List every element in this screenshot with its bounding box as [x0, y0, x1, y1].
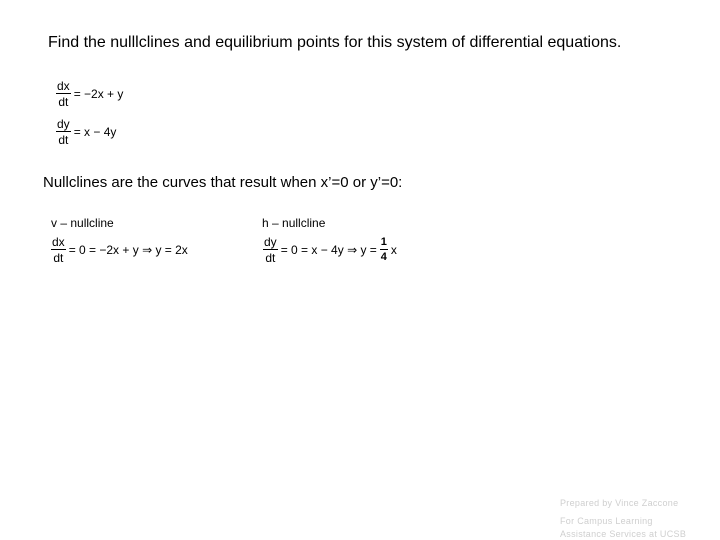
v-nullcline-equation — [51, 236, 188, 264]
footer-organization-cont: Assistance Services at UCSB — [560, 529, 687, 539]
fraction-denominator: dt — [58, 133, 69, 147]
footer-organization: For Campus Learning — [560, 516, 653, 526]
h-nullcline-label: h – nullcline — [262, 216, 326, 230]
fraction-numerator: dy — [57, 117, 70, 131]
h-nullcline-equation — [263, 236, 397, 264]
fraction-denominator: dt — [265, 251, 276, 265]
fraction-denominator: 4 — [380, 251, 387, 263]
equation-rhs: = x − 4y — [73, 125, 117, 139]
section-subtitle: Nullclines are the curves that result when x’=0 or y’=0: — [43, 174, 403, 191]
fraction-numerator: dy — [264, 235, 277, 249]
fraction-denominator: dt — [58, 95, 69, 109]
fraction-numerator: dx — [52, 235, 65, 249]
fraction-numerator: 1 — [380, 236, 387, 248]
fraction-dy-dt — [263, 236, 278, 264]
footer-prepared-by: Prepared by Vince Zaccone — [560, 498, 679, 508]
page-title: Find the nulllclines and equilibrium points for this system of differential equations. — [48, 34, 622, 51]
equation-dy-dt — [56, 118, 116, 146]
fraction-numerator: dx — [57, 79, 70, 93]
v-nullcline-label: v – nullcline — [51, 216, 114, 230]
equation-rhs: = 0 = −2x + y ⇒ y = 2x — [68, 243, 188, 257]
fraction-dy-dt — [56, 118, 71, 146]
equation-rhs: = −2x + y — [73, 87, 124, 101]
equation-dx-dt — [56, 80, 123, 108]
fraction-dx-dt — [51, 236, 66, 264]
equation-variable: x — [390, 243, 397, 257]
equation-rhs: = 0 = x − 4y ⇒ y = — [280, 243, 377, 257]
fraction-denominator: dt — [53, 251, 64, 265]
fraction-dx-dt — [56, 80, 71, 108]
fraction-one-quarter — [380, 237, 388, 263]
